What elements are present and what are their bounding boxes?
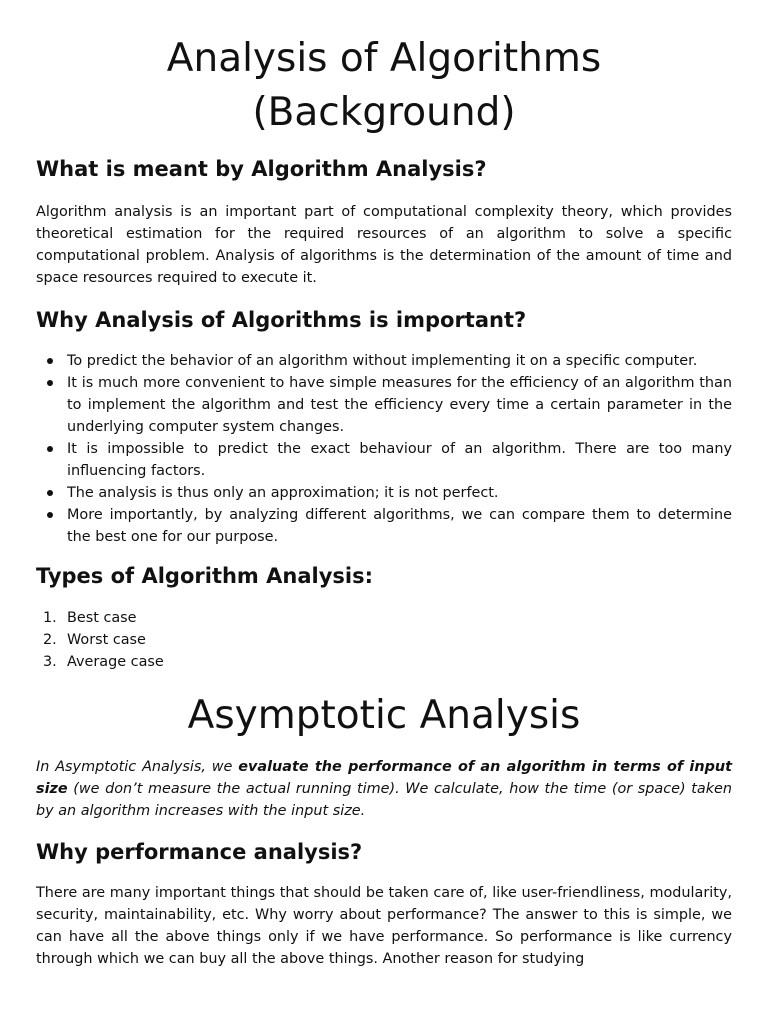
- list-item-text: Best case: [67, 610, 137, 626]
- paragraph-asymptotic-intro: [36, 756, 732, 822]
- bullet-icon: [47, 380, 53, 386]
- list-item: [36, 350, 732, 372]
- list-item: [36, 438, 732, 482]
- list-number: 2.: [43, 632, 57, 648]
- heading-types-of-analysis: Types of Algorithm Analysis:: [36, 564, 373, 588]
- intro-suffix: (we don’t measure the actual running time). We calculate, how the time (or space) taken by an algorithm increases with the input size.: [36, 781, 732, 819]
- bullet-list-importance: [36, 350, 732, 548]
- list-item: [36, 372, 732, 438]
- list-item-text: To predict the behavior of an algorithm without implementing it on a specific computer.: [67, 353, 698, 369]
- paragraph-why-performance: There are many important things that should be taken care of, like user-friendliness, modularity, security, maintainability, etc. Why worry about performance? The answer to this is simple, we can have all the above things only if we have performance. So performance is like currency through which we can buy all the above things. Another reason for studying: [36, 885, 732, 967]
- title-line-1: Analysis of Algorithms: [166, 36, 602, 81]
- document-title: [36, 32, 732, 140]
- heading-why-performance: Why performance analysis?: [36, 840, 363, 864]
- list-number: 3.: [43, 654, 57, 670]
- list-item: [36, 651, 732, 673]
- list-item: [36, 607, 732, 629]
- list-number: 1.: [43, 610, 57, 626]
- bullet-icon: [47, 490, 53, 496]
- bullet-icon: [47, 512, 53, 518]
- list-item: [36, 504, 732, 548]
- heading-why-important: Why Analysis of Algorithms is important?: [36, 308, 527, 332]
- section-title-asymptotic: Asymptotic Analysis: [187, 693, 581, 738]
- list-item-text: More importantly, by analyzing different algorithms, we can compare them to determine the best one for our purpose.: [67, 507, 732, 545]
- list-item-text: Average case: [67, 654, 164, 670]
- list-item-text: Worst case: [67, 632, 146, 648]
- bullet-icon: [47, 358, 53, 364]
- list-item: [36, 482, 732, 504]
- bullet-icon: [47, 446, 53, 452]
- list-item-text: It is impossible to predict the exact behaviour of an algorithm. There are too many influencing factors.: [67, 441, 732, 479]
- list-item: [36, 629, 732, 651]
- numbered-list-types: [36, 607, 732, 673]
- list-item-text: The analysis is thus only an approximation; it is not perfect.: [67, 485, 499, 501]
- paragraph-algorithm-analysis: Algorithm analysis is an important part of computational complexity theory, which provides theoretical estimation for the required resources of an algorithm to solve a specific computational problem. Analysis of algorithms is the determination of the amount of time and space resources required to execute it.: [36, 204, 732, 286]
- list-item-text: It is much more convenient to have simple measures for the efficiency of an algorithm than to implement the algorithm and test the efficiency every time a certain parameter in the underlying computer system changes.: [67, 375, 732, 435]
- heading-algorithm-analysis: What is meant by Algorithm Analysis?: [36, 157, 487, 181]
- title-line-2: (Background): [252, 90, 516, 135]
- intro-bold: evaluate the performance of an algorithm in terms of input size: [36, 759, 732, 797]
- intro-prefix: In Asymptotic Analysis, we: [36, 759, 239, 775]
